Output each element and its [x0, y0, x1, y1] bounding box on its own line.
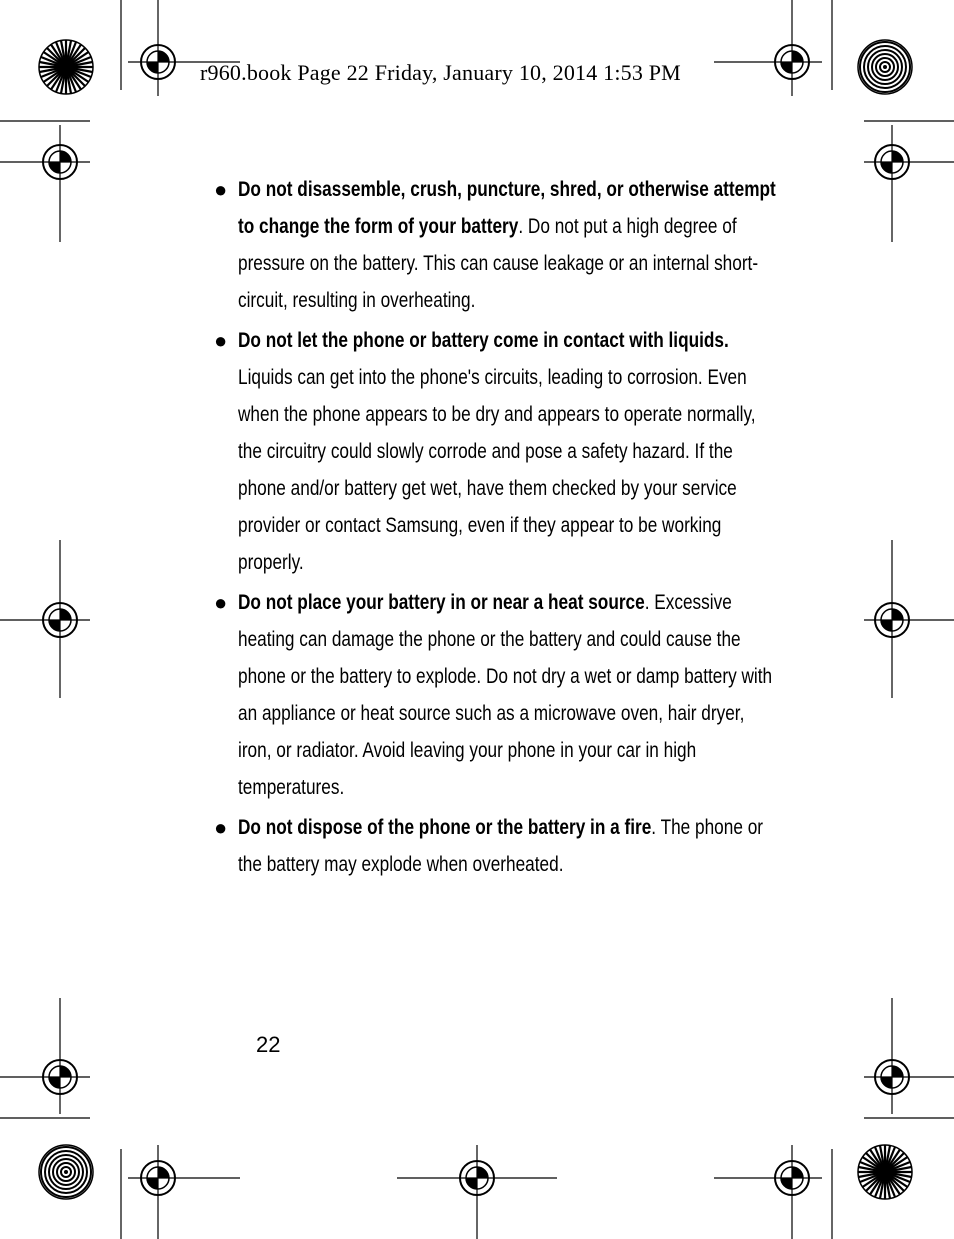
bullet-icon: ● [214, 177, 228, 202]
page-number: 22 [256, 1032, 281, 1057]
list-item [214, 322, 774, 581]
bullet-icon: ● [214, 328, 228, 353]
list-item-heading: Do not let the phone or battery come in contact with liquids. [238, 329, 729, 352]
list-item [214, 584, 774, 806]
bullet-icon: ● [214, 815, 228, 840]
list-item [214, 171, 774, 319]
list-item-text [238, 809, 779, 883]
list-item-body: . Do not put a high degree of pressure on the battery. This can cause leakage or an internal short-circuit, resulting in overheating. [238, 215, 759, 312]
list-item-text [238, 584, 779, 806]
print-slug: r960.book Page 22 Friday, January 10, 2014 1:53 PM [200, 60, 681, 85]
battery-safety-list [214, 171, 774, 886]
bullet-icon: ● [214, 590, 228, 615]
list-item-heading: Do not dispose of the phone or the battery in a fire [238, 816, 652, 839]
list-item-heading: Do not disassemble, crush, puncture, shred, or otherwise attempt to change the form of your battery [238, 178, 776, 238]
list-item-body: Liquids can get into the phone's circuits, leading to corrosion. Even when the phone appears to be dry and appears to operate normally, the circuitry could slowly corrode and pose a safety hazard. If the phone and/or battery get wet, have them checked by your service provider or contact Samsung, even if they appear to be working properly. [238, 366, 756, 574]
list-item-text [238, 322, 779, 581]
list-item-text [238, 171, 779, 319]
list-item-body: . Excessive heating can damage the phone or the battery and could cause the phone or the battery to explode. Do not dry a wet or damp battery with an appliance or heat source such as a microwave oven, hair dryer, iron, or radiator. Avoid leaving your phone in your car in high temperatures. [238, 591, 773, 799]
list-item-heading: Do not place your battery in or near a heat source [238, 591, 645, 614]
list-item [214, 809, 774, 883]
list-item-body: . The phone or the battery may explode when overheated. [238, 816, 764, 876]
